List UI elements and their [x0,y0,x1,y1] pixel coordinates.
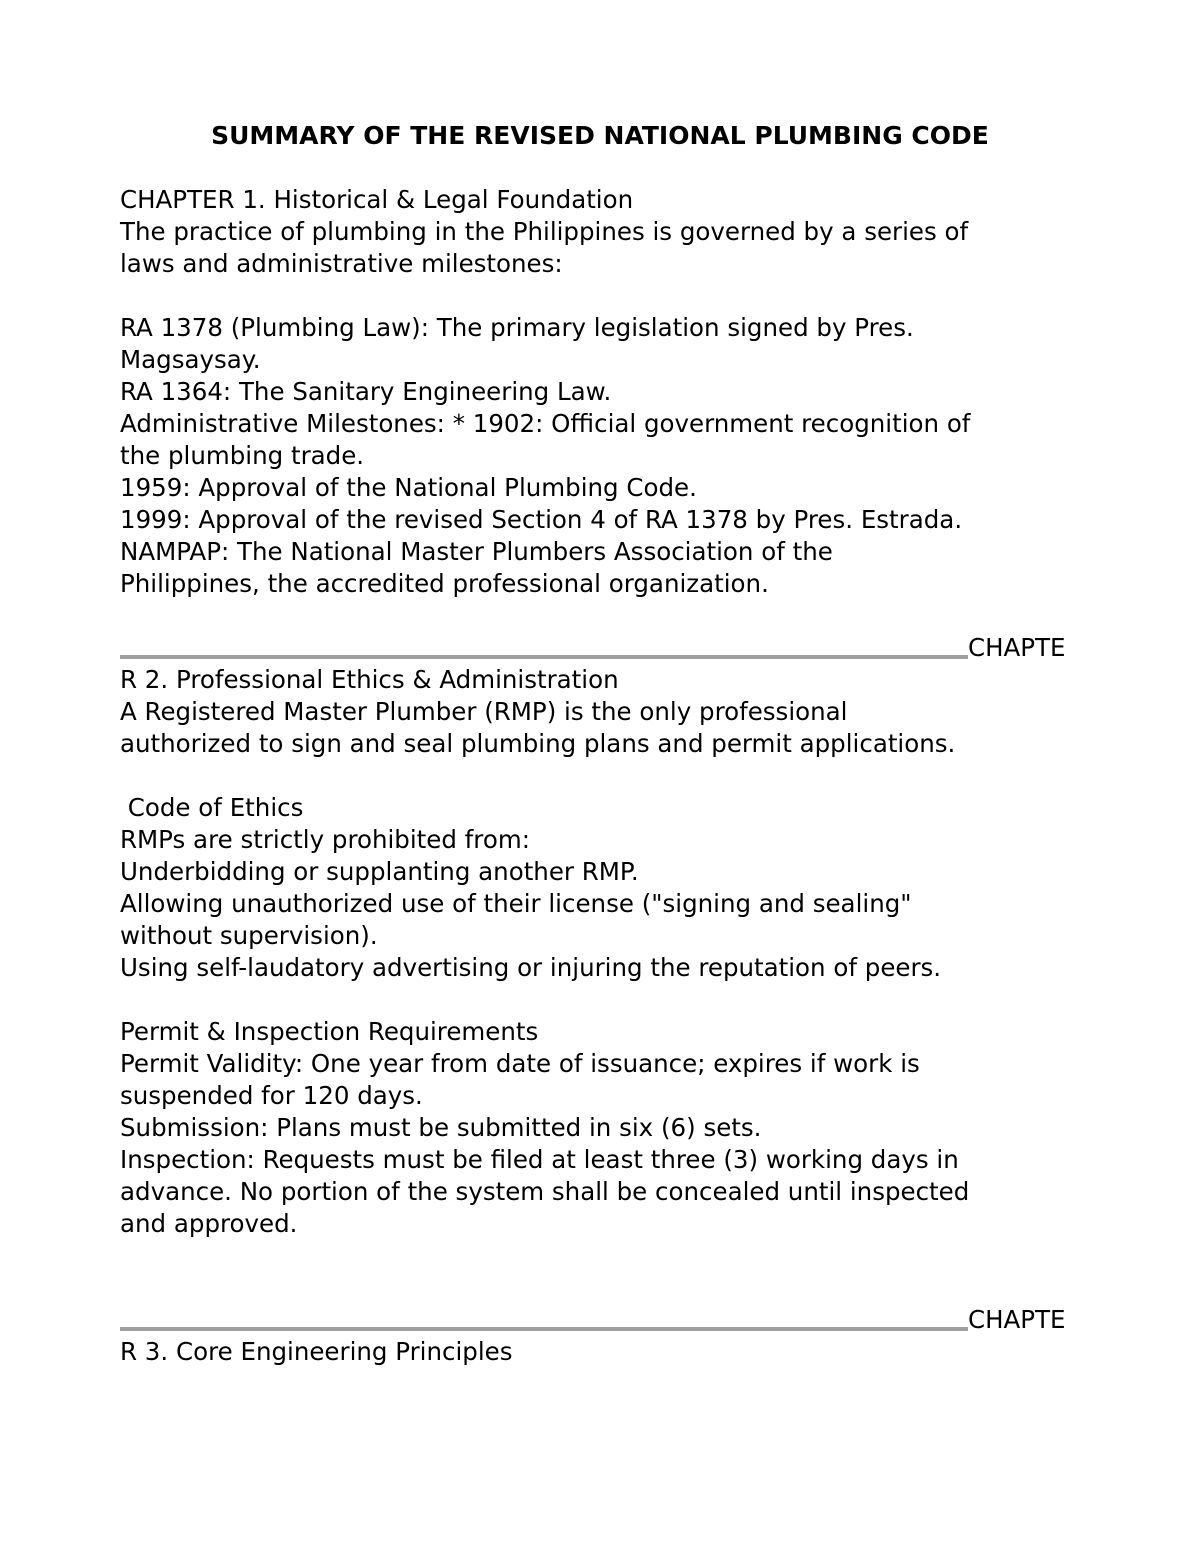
document-title: SUMMARY OF THE REVISED NATIONAL PLUMBING CODE [211,121,989,150]
section-divider [120,1304,1080,1336]
chapter1-item: Administrative Milestones: * 1902: Official government recognition of [120,409,971,438]
chapter2-intro-line: authorized to sign and seal plumbing plans and permit applications. [120,729,956,758]
chapter2-intro-line: A Registered Master Plumber (RMP) is the only professional [120,697,848,726]
chapter1-item: RA 1378 (Plumbing Law): The primary legislation signed by Pres. [120,313,914,342]
ethics-item: without supervision). [120,921,378,950]
permit-item: Permit Validity: One year from date of issuance; expires if work is [120,1049,920,1078]
ethics-item: Allowing unauthorized use of their license ("signing and sealing" [120,889,912,918]
chapter1-item: Magsaysay. [120,345,261,374]
blank-line [120,1272,1080,1304]
permit-item: Submission: Plans must be submitted in six (6) sets. [120,1113,762,1142]
permit-heading: Permit & Inspection Requirements [120,1017,539,1046]
ethics-item: Using self-laudatory advertising or injuring the reputation of peers. [120,953,942,982]
chapter1-item: 1959: Approval of the National Plumbing Code. [120,473,697,502]
horizontal-rule [120,655,968,659]
chapter1-item: the plumbing trade. [120,441,365,470]
divider-text: CHAPTE [968,1305,1066,1334]
chapter1-item: NAMPAP: The National Master Plumbers Association of the [120,537,833,566]
blank-line [120,1240,1080,1272]
section-divider [120,632,1080,664]
chapter1-intro-line: The practice of plumbing in the Philippines is governed by a series of [120,217,969,246]
document-page [120,118,1080,1368]
chapter1-intro-line: laws and administrative milestones: [120,249,563,278]
chapter1-item: 1999: Approval of the revised Section 4 of RA 1378 by Pres. Estrada. [120,505,963,534]
chapter1-heading: CHAPTER 1. Historical & Legal Foundation [120,185,634,214]
ethics-item: RMPs are strictly prohibited from: [120,825,530,854]
horizontal-rule [120,1327,968,1331]
blank-line [120,280,1080,312]
chapter1-item: Philippines, the accredited professional organization. [120,569,769,598]
ethics-heading: Code of Ethics [120,793,304,822]
divider-text: CHAPTE [968,633,1066,662]
chapter2-heading: R 2. Professional Ethics & Administration [120,665,619,694]
permit-item: advance. No portion of the system shall be concealed until inspected [120,1177,970,1206]
permit-item: suspended for 120 days. [120,1081,423,1110]
chapter1-item: RA 1364: The Sanitary Engineering Law. [120,377,612,406]
ethics-item: Underbidding or supplanting another RMP. [120,857,639,886]
permit-item: Inspection: Requests must be filed at least three (3) working days in [120,1145,959,1174]
blank-line [120,984,1080,1016]
blank-line [120,600,1080,632]
permit-item: and approved. [120,1209,298,1238]
blank-line [120,760,1080,792]
chapter3-heading: R 3. Core Engineering Principles [120,1337,513,1366]
